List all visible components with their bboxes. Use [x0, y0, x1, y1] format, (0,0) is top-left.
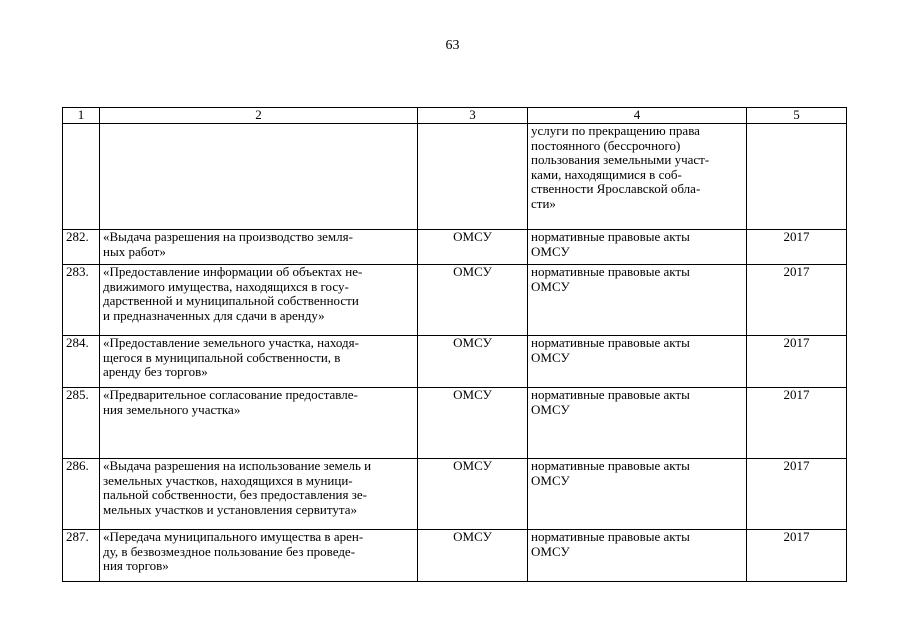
row-number: 286.	[63, 459, 100, 530]
service-name: «Предварительное согласование предоставле- ния земельного участка»	[100, 388, 418, 459]
table-row	[63, 459, 847, 530]
row-number: 283.	[63, 265, 100, 336]
table-row	[63, 124, 847, 230]
service-name: «Передача муниципального имущества в арен- ду, в безвозмездное пользование без проведе- ния торгов»	[100, 530, 418, 582]
executor	[418, 124, 528, 230]
service-name: «Предоставление информации об объектах не- движимого имущества, находящихся в госу- дарственной и муниципальной собственности и предназначенных для сдачи в аренду»	[100, 265, 418, 336]
legal-basis: услуги по прекращению права постоянного (бессрочного) пользования земельными участ- ками, находящимися в соб- ственности Ярославской обла- сти»	[528, 124, 747, 230]
legal-basis: нормативные правовые акты ОМСУ	[528, 230, 747, 265]
service-name	[100, 124, 418, 230]
executor: ОМСУ	[418, 265, 528, 336]
table-row	[63, 336, 847, 388]
row-number: 285.	[63, 388, 100, 459]
year: 2017	[747, 530, 847, 582]
page-number: 63	[445, 38, 460, 53]
header-col-5: 5	[747, 108, 847, 124]
year: 2017	[747, 388, 847, 459]
legal-basis: нормативные правовые акты ОМСУ	[528, 265, 747, 336]
year: 2017	[747, 459, 847, 530]
service-name: «Выдача разрешения на использование земель и земельных участков, находящихся в муници- пальной собственности, без предоставления зе- мельных участков и установления сервитута»	[100, 459, 418, 530]
legal-basis: нормативные правовые акты ОМСУ	[528, 336, 747, 388]
year: 2017	[747, 230, 847, 265]
service-name: «Предоставление земельного участка, находя- щегося в муниципальной собственности, в аренду без торгов»	[100, 336, 418, 388]
services-table	[62, 107, 847, 582]
executor: ОМСУ	[418, 230, 528, 265]
row-number: 282.	[63, 230, 100, 265]
executor: ОМСУ	[418, 530, 528, 582]
year: 2017	[747, 265, 847, 336]
table-row	[63, 530, 847, 582]
header-col-4: 4	[528, 108, 747, 124]
header-col-2: 2	[100, 108, 418, 124]
table-row	[63, 265, 847, 336]
header-col-3: 3	[418, 108, 528, 124]
legal-basis: нормативные правовые акты ОМСУ	[528, 530, 747, 582]
executor: ОМСУ	[418, 388, 528, 459]
row-number: 284.	[63, 336, 100, 388]
table-row	[63, 388, 847, 459]
year	[747, 124, 847, 230]
service-name: «Выдача разрешения на производство земля- ных работ»	[100, 230, 418, 265]
legal-basis: нормативные правовые акты ОМСУ	[528, 459, 747, 530]
executor: ОМСУ	[418, 336, 528, 388]
table-header-row	[63, 108, 847, 124]
header-col-1: 1	[63, 108, 100, 124]
row-number: 287.	[63, 530, 100, 582]
table-row	[63, 230, 847, 265]
legal-basis: нормативные правовые акты ОМСУ	[528, 388, 747, 459]
row-number	[63, 124, 100, 230]
executor: ОМСУ	[418, 459, 528, 530]
year: 2017	[747, 336, 847, 388]
